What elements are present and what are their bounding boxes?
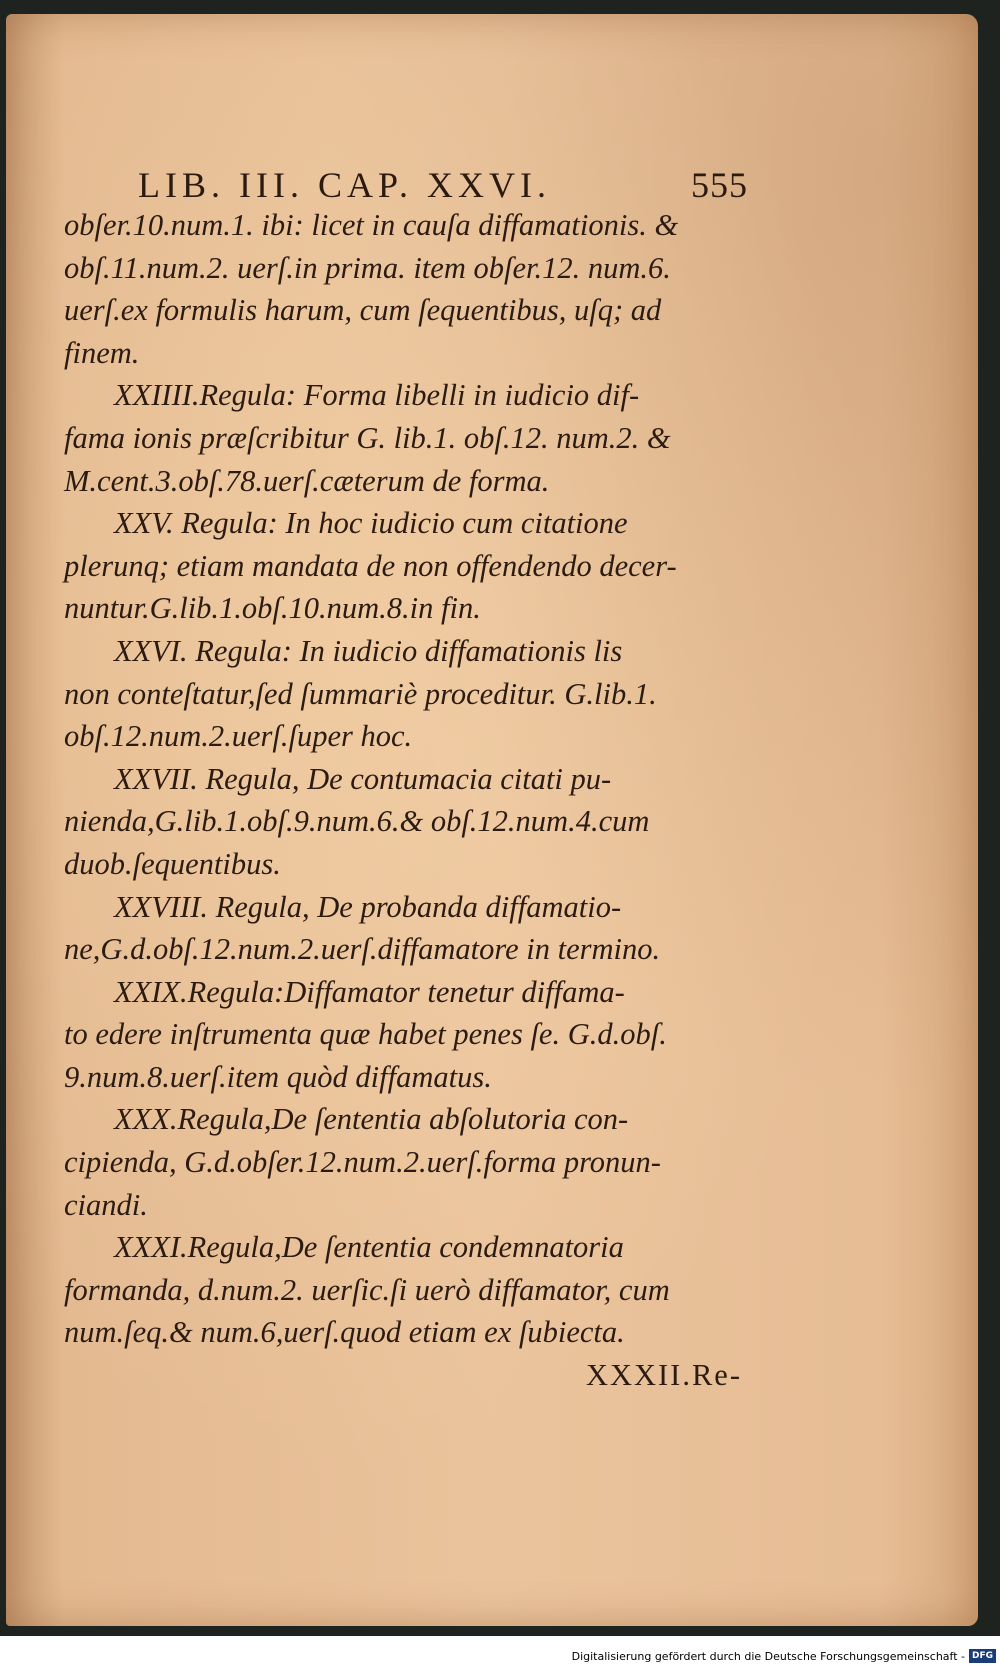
text-body [64,204,744,1397]
text-line: XXVII. Regula, De contumacia citati pu- [114,761,612,796]
text-line: obſ.11.num.2. uerſ.in prima. item obſer.12. num.6. [64,250,671,285]
text-line: XXIX.Regula:Diffamator tenetur diffama- [114,974,625,1009]
text-line: nienda,G.lib.1.obſ.9.num.6.& obſ.12.num.4.cum [64,804,650,839]
text-line: obſer.10.num.1. ibi: licet in cauſa diffamationis. & [64,208,679,242]
text-line: fama ionis præſcribitur G. lib.1. obſ.12. num.2. & [64,420,671,455]
text-line: num.ſeq.& num.6,uerſ.quod etiam ex ſubiecta. [64,1315,625,1350]
digitization-credit [572,1648,996,1664]
text-line: finem. [64,335,140,370]
text-line: ne,G.d.obſ.12.num.2.uerſ.diffamatore in termino. [64,932,661,967]
text-line: non conteſtatur,ſed ſummariè proceditur. G.lib.1. [64,676,657,711]
text-line: ciandi. [64,1187,148,1222]
book-page [6,14,978,1626]
catchword: XXXII.Re- [585,1358,742,1393]
text-line: nuntur.G.lib.1.obſ.10.num.8.in fin. [64,591,481,626]
text-line: plerunq; etiam mandata de non offendendo decer- [64,548,677,583]
text-line: duob.ſequentibus. [64,846,281,881]
text-line: M.cent.3.obſ.78.uerſ.cæterum de forma. [64,463,550,498]
text-line: obſ.12.num.2.uerſ.ſuper hoc. [64,719,413,754]
dfg-logo-icon: DFG [969,1649,996,1663]
credit-text: Digitalisierung gefördert durch die Deutsche Forschungsgemeinschaft - [571,1649,965,1663]
text-line: XXVIII. Regula, De probanda diffamatio- [114,889,622,924]
text-line: uerſ.ex formulis harum, cum ſequentibus, uſq; ad [64,293,662,328]
text-line: to edere inſtrumenta quæ habet penes ſe. G.d.obſ. [64,1017,667,1052]
text-line: XXVI. Regula: In iudicio diffamationis lis [114,633,623,668]
running-head: LIB. III. CAP. XXVI. [138,165,551,205]
text-line: XXV. Regula: In hoc iudicio cum citatione [114,506,628,541]
text-line: 9.num.8.uerſ.item quòd diffamatus. [64,1059,492,1094]
text-line: cipienda, G.d.obſer.12.num.2.uerſ.forma pronun- [64,1145,661,1180]
text-line: XXXI.Regula,De ſententia condemnatoria [114,1230,624,1265]
text-line: XXIIII.Regula: Forma libelli in iudicio dif- [114,378,640,413]
page-header [138,164,748,208]
text-line: formanda, d.num.2. uerſic.ſi uerò diffamator, cum [64,1272,670,1307]
page-number: 555 [691,165,748,205]
text-line: XXX.Regula,De ſententia abſolutoria con- [114,1102,629,1137]
